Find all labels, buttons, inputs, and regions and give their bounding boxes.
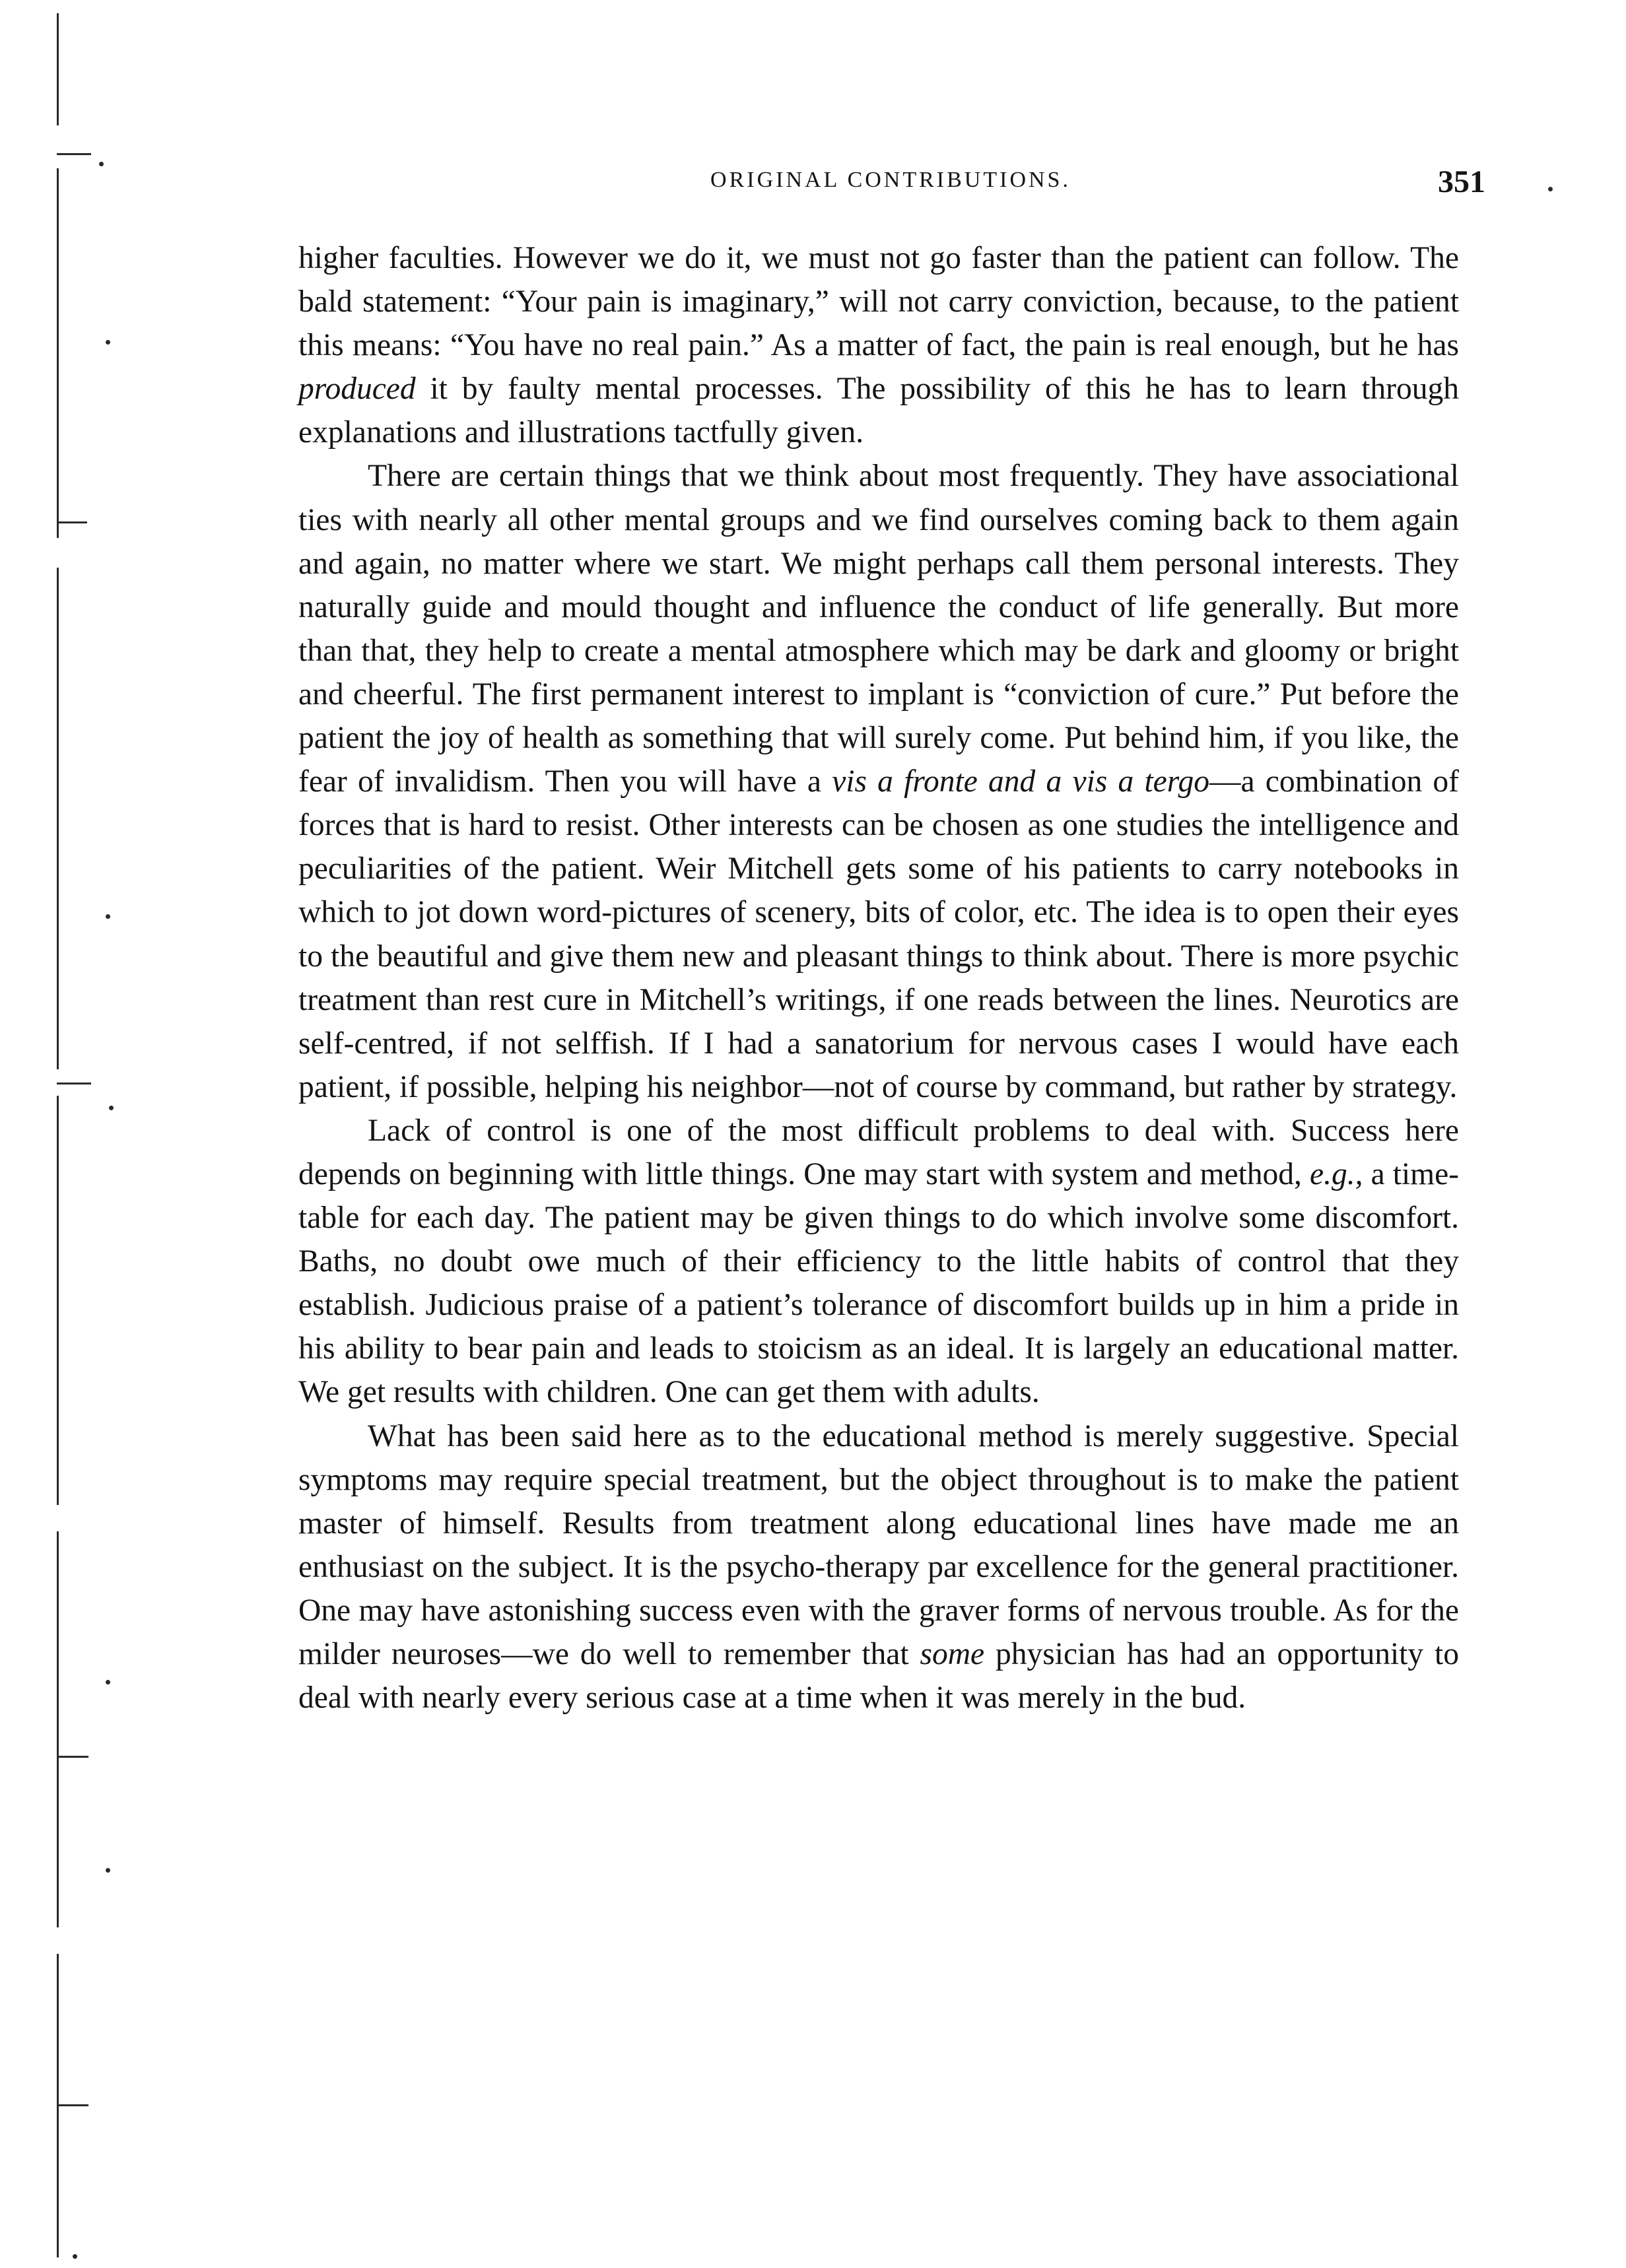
emphasis: vis a fronte and a vis a tergo [832,764,1209,799]
emphasis: produced [298,372,416,407]
paragraph: What has been said here as to the educational method is merely suggestive. Special symptoms may require special treatment, but the object throughout is to make the patient master of himself. Results from treatment along educational lines have made me an enthusiast on the subject. It is the psycho-therapy par excellence for the general practitioner. One may have astonishing success even with the graver forms of nervous trouble. As for the milder neuroses—we do well to remember that some physician has had an opportunity to deal with nearly every serious case at a time when it was merely in the bud. [298,1418,1459,1716]
running-title: ORIGINAL CONTRIBUTIONS. [710,168,1071,192]
body-text [298,236,1459,1719]
running-head [296,164,1485,203]
paragraph: higher faculties. However we do it, we must not go faster than the patient can follow. The bald statement: “Your pain is imaginary,” will not carry conviction, because, to the patient this means: “You have no real pain.” As a matter of fact, the pain is real enough, but he has produced it by faulty mental processes. The possibility of this he has to learn through explanations and illustrations tactfully given. [298,241,1459,450]
emphasis: some [920,1637,985,1671]
emphasis: e.g., [1310,1156,1363,1191]
paragraph: Lack of control is one of the most difficult problems to deal with. Success here depends on beginning with little things. One may start with system and method, e.g., a time-table for each day. The patient may be given things to do which involve some discomfort. Baths, no doubt owe much of their efficiency to the little habits of control that they establish. Judicious praise of a patient’s tolerance of discomfort builds up in him a pride in his ability to bear pain and leads to stoicism as an ideal. It is largely an educational matter. We get results with children. One can get them with adults. [298,1113,1459,1410]
paragraph: There are certain things that we think about most frequently. They have associational ties with nearly all other mental groups and we find ourselves coming back to them again and again, no matter where we start. We might perhaps call them personal interests. They naturally guide and mould thought and influence the conduct of life generally. But more than that, they help to create a mental atmosphere which may be dark and gloomy or bright and cheerful. The first permanent interest to implant is “conviction of cure.” Put before the patient the joy of health as something that will surely come. Put behind him, if you like, the fear of invalidism. Then you will have a vis a fronte and a vis a tergo—a combination of forces that is hard to resist. Other interests can be chosen as one studies the intelligence and peculiarities of the patient. Weir Mitchell gets some of his patients to carry notebooks in which to jot down word-pictures of scenery, bits of color, etc. The idea is to open their eyes to the beautiful and give them new and pleasant things to think about. There is more psychic treatment than rest cure in Mitchell’s writings, if one reads between the lines. Neurotics are self-centred, if not selffish. If I had a sanatorium for nervous cases I would have each patient, if possible, helping his neighbor—not of course by command, but rather by strategy. [298,459,1459,1104]
page-number: 351 [1438,164,1485,199]
